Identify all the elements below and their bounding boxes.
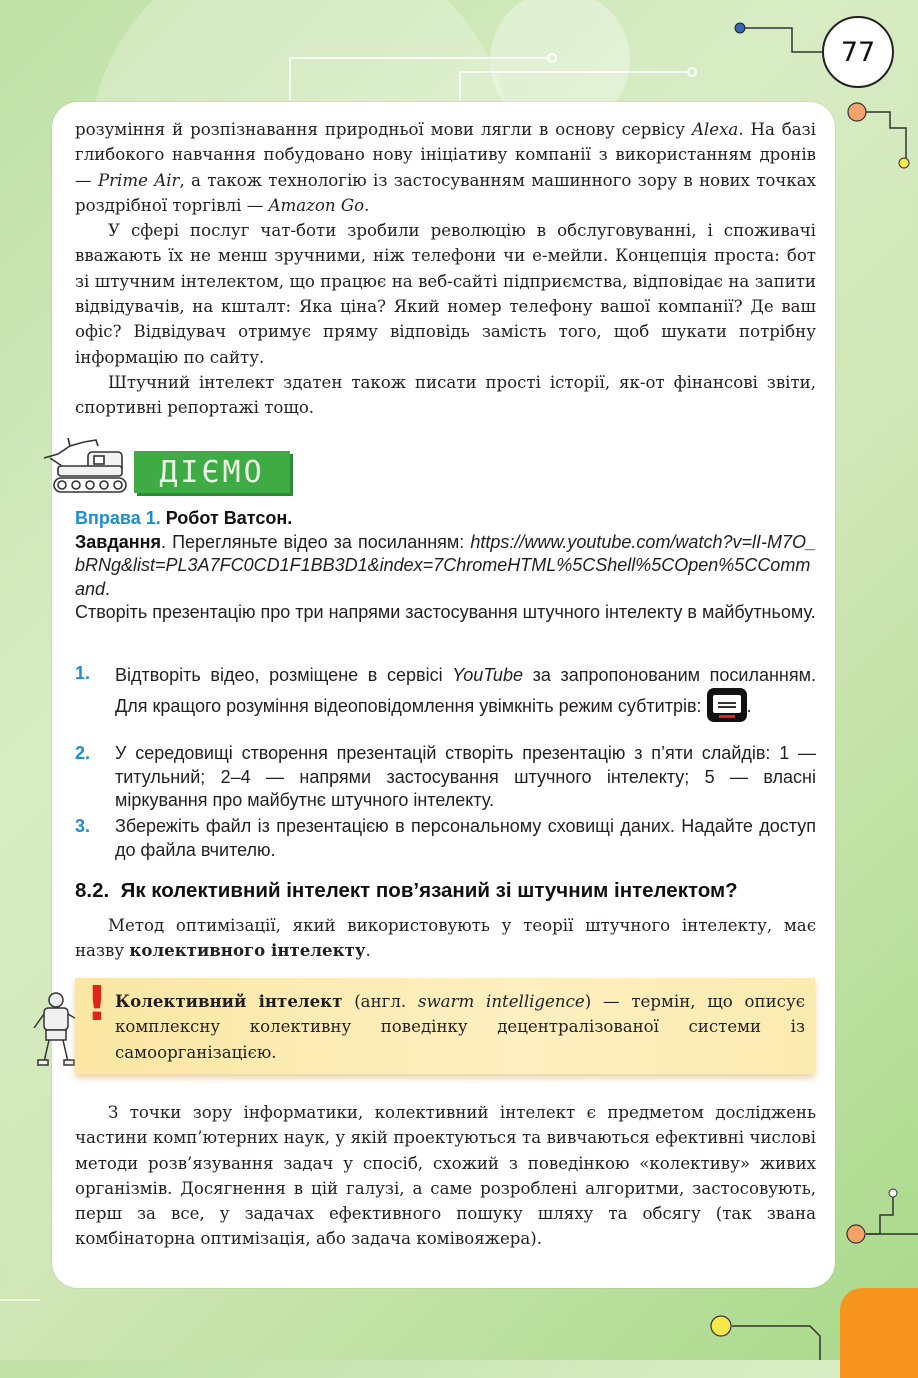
exclamation-icon: ! [86,976,108,1032]
exercise-task: Завдання. Перегляньте відео за посиланням: https://www.youtube.com/watch?v=lI-M7O_bRNg&list=PL3A7FC0CD1F1BB3D1&index=7ChromeHTML%5CShell%5COpen%5CCommand. [75,531,816,599]
intro-text [75,117,816,421]
step-2: 2. У середовищі створення презентацій створіть презентацію з п’яти слайдів: 1 — титульний; 2–4 — напрями застосування штучного інтелекту; 5 — власні міркування про майбутнє штучного інтелекту. [75,743,816,811]
robot-rover-icon [40,436,132,498]
intro-paragraph-2: У сфері послуг чат-боти зробили революцію в обслуговуванні, і споживачі вважають їх не менш зручними, ніж телефони чи е-мейли. Концепція проста: бот зі штучним інтелектом, що працює на веб-сайті підприємства, відповідає на запити відвідувачів, на кшталт: Яка ціна? Який номер телефону вашої компанії? Де ваш офіс? Відвідувач отримує пряму відповідь замість того, щоб шукати потрібну інформацію по сайту. [75,221,816,367]
section-intro: Метод оптимізації, який використовують у теорії штучного інтелекту, має назву колективного інтелекту. [75,916,816,961]
section-heading: 8.2. Як колективний інтелект пов’язаний зі штучним інтелектом? [75,879,738,902]
exercise-instruction: Створіть презентацію про три напрями застосування штучного інтелекту в майбутньому. [75,602,816,623]
definition-box [75,978,815,1074]
final-paragraph: З точки зору інформатики, колективний інтелект є предметом досліджень частини комп’ютерних наук, у якій проектуються та вивчаються ефективні числові методи розв’язування задач у спосіб, схожий з поведінкою «колективу» живих організмів. Досягнення в цій галузі, а саме розроблені алгоритми, застосовують, перш за все, у задачах ефективного пошуку шляху та обсягу (так звана комбінаторна оптимізація, або задача комівояжера). [75,1103,816,1249]
intro-paragraph-1: розуміння й розпізнавання природньої мови лягли в основу сервісу Alexa. На базі глибокого навчання побудовано нову ініціативу компанії з використанням дронів — Prime Air, а також технологію із застосуванням машинного зору в нових точках роздрібної торгівлі — Amazon Go. [75,120,816,215]
page-number: 77 [822,16,894,88]
step-3: 3. Збережіть файл із презентацією в персональному сховищі даних. Надайте доступ до файла вчителю. [75,816,816,860]
video-link[interactable]: https://www.youtube.com/watch?v=lI-M7O_bRNg&list=PL3A7FC0CD1F1BB3D1&index=7ChromeHTML%5CShell%5COpen%5CCommand [75,531,816,599]
final-text [75,1100,816,1252]
subtitles-icon [707,688,747,722]
step-1: 1. Відтворіть відео, розміщене в сервісі YouTube за запропонованим посиланням. Для кращого розуміння відеоповідомлення увімкніть режим субтитрів: . [75,662,816,722]
exercise-heading: Вправа 1. Робот Ватсон. [75,508,293,528]
intro-paragraph-3: Штучний інтелект здатен також писати прості історії, як-от фінансові звіти, спортивні репортажі тощо. [75,372,816,418]
orange-corner-tab [840,1288,918,1378]
diemo-badge: ДІЄМО [134,451,290,493]
exercise-block [75,507,816,625]
definition-text: Колективний інтелект (англ. swarm intelligence) — термін, що описує комплексну колективну поведінку децентралізованої системи із самоорганізацією. [115,991,806,1062]
robot-mascot-icon [32,990,80,1066]
